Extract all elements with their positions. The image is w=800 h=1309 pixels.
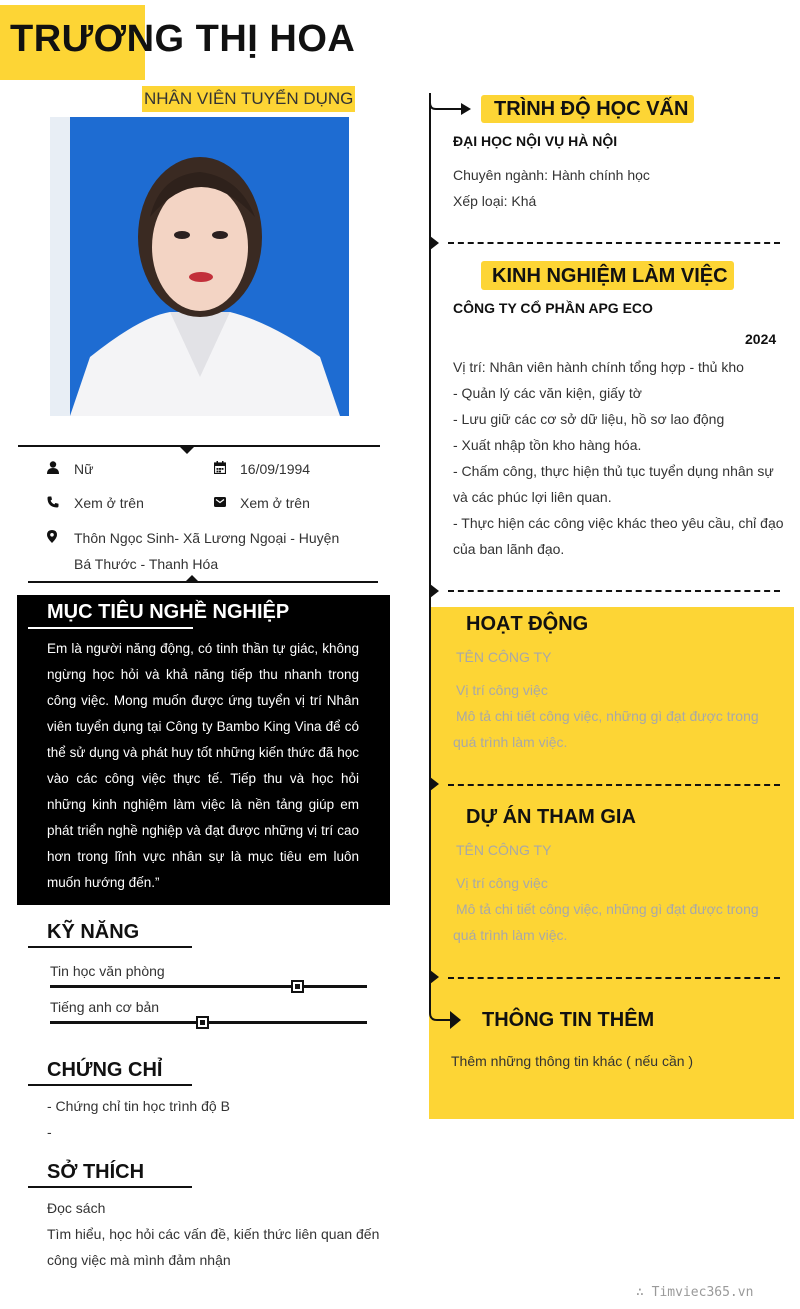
company-name: CÔNG TY CỔ PHẦN APG ECO	[453, 300, 653, 316]
address-line-2: Bá Thước - Thanh Hóa	[74, 556, 219, 572]
hobby-line-1: Đọc sách	[47, 1200, 106, 1216]
hobbies-title: SỞ THÍCH	[47, 1161, 145, 1183]
calendar-icon	[214, 461, 228, 475]
school-name: ĐẠI HỌC NỘI VỤ HÀ NỘI	[453, 133, 618, 149]
email-icon	[214, 495, 228, 509]
skill-label-2: Tiếng anh cơ bản	[50, 999, 160, 1015]
hobby-line-2: Tìm hiểu, học hỏi các vấn đề, kiến thức liên quan đến	[47, 1226, 380, 1242]
hobby-line-3: công việc mà mình đảm nhận	[47, 1252, 231, 1268]
location-pin-icon	[47, 530, 61, 544]
timeline-arrow-bottom	[429, 1003, 469, 1031]
experience-year: 2024	[745, 331, 777, 347]
certificates-title: CHỨNG CHỈ	[47, 1059, 163, 1081]
duty-1: - Quản lý các văn kiện, giấy tờ	[453, 385, 642, 401]
projects-desc-b: quá trình làm việc.	[453, 927, 568, 943]
skill-label-1: Tin học văn phòng	[50, 963, 165, 979]
user-icon	[47, 461, 61, 475]
activities-company: TÊN CÔNG TY	[456, 649, 552, 665]
profile-photo	[50, 117, 349, 416]
duty-4a: - Chấm công, thực hiện thủ tục tuyển dụng nhân sự	[453, 463, 774, 479]
experience-position: Vị trí: Nhân viên hành chính tổng hợp - thủ kho	[453, 359, 744, 375]
contact-top-rule	[18, 445, 380, 447]
objective-title: MỤC TIÊU NGHỀ NGHIỆP	[47, 601, 290, 623]
timeline-line	[429, 93, 431, 1013]
activities-desc-a: Mô tả chi tiết công việc, những gì đạt được trong	[456, 708, 759, 724]
skill-level-knob-1[interactable]	[291, 980, 304, 993]
timeline-marker-3	[430, 777, 439, 791]
duty-3: - Xuất nhập tồn kho hàng hóa.	[453, 437, 642, 453]
skills-title: KỸ NĂNG	[47, 921, 140, 943]
dashed-separator-2	[448, 590, 780, 592]
activities-desc-b: quá trình làm việc.	[453, 734, 568, 750]
education-title: TRÌNH ĐỘ HỌC VẤN	[494, 98, 689, 120]
timeline-marker-4	[430, 970, 439, 984]
duty-5b: của ban lãnh đạo.	[453, 541, 565, 557]
activities-position: Vị trí công việc	[456, 682, 548, 698]
duty-5a: - Thực hiện các công việc khác theo yêu cầu, chỉ đạo	[453, 515, 784, 531]
duty-2: - Lưu giữ các cơ sở dữ liệu, hồ sơ lao động	[453, 411, 725, 427]
watermark-text: Timviec365.vn	[651, 1285, 754, 1300]
projects-position: Vị trí công việc	[456, 875, 548, 891]
timeline-marker-2	[430, 584, 439, 598]
certificates-title-underline	[28, 1084, 192, 1086]
rule-pointer-down	[180, 447, 194, 454]
projects-desc-a: Mô tả chi tiết công việc, những gì đạt được trong	[456, 901, 759, 917]
skills-title-underline	[28, 946, 192, 948]
phone-icon	[47, 495, 61, 509]
extra-info-title: THÔNG TIN THÊM	[482, 1009, 655, 1031]
hobbies-title-underline	[28, 1186, 192, 1188]
contact-bottom-rule	[28, 581, 378, 583]
objective-text: Em là người năng động, có tinh thần tự giác, không ngừng học hỏi và khả năng tiếp thu nhanh trong công việc. Mong muốn được ứng tuyển vị trí Nhân viên tuyển dụng tại Công ty Bambo King Vina để có thể sử dụng và phát huy tốt những kiến thức đã học vào các công việc thực tế. Tiếp thu và học hỏi những kinh nghiệm làm việc là nền tảng giúp em phát triển nghề nghiệp và đạt được những vị trí cao hơn trong lĩnh vực nhân sự là mục tiêu em luôn muốn hướng đến.”	[47, 641, 359, 890]
birthday-value: 16/09/1994	[240, 461, 311, 477]
duty-4b: và các phúc lợi liên quan.	[453, 489, 612, 505]
experience-title: KINH NGHIỆM LÀM VIỆC	[492, 265, 728, 287]
candidate-name: TRƯƠNG THỊ HOA	[10, 18, 356, 60]
watermark	[636, 1285, 753, 1300]
watermark-icon: ∴	[636, 1285, 652, 1300]
job-title: NHÂN VIÊN TUYỂN DỤNG	[142, 86, 355, 112]
certificate-line-2: -	[47, 1124, 52, 1140]
major-text: Chuyên ngành: Hành chính học	[453, 167, 650, 183]
dashed-separator-1	[448, 242, 780, 244]
skill-level-knob-2[interactable]	[196, 1016, 209, 1029]
dashed-separator-3	[448, 784, 780, 786]
skill-track-1	[50, 985, 367, 988]
gender-value: Nữ	[74, 461, 94, 477]
phone-value: Xem ở trên	[74, 495, 144, 511]
timeline-marker-1	[430, 236, 439, 250]
objective-title-underline	[28, 627, 193, 629]
grade-text: Xếp loại: Khá	[453, 193, 537, 209]
projects-company: TÊN CÔNG TY	[456, 842, 552, 858]
extra-info-text: Thêm những thông tin khác ( nếu cần )	[451, 1053, 694, 1069]
activities-title: HOẠT ĐỘNG	[466, 613, 589, 635]
dashed-separator-4	[448, 977, 780, 979]
address-line-1: Thôn Ngọc Sinh- Xã Lương Ngoại - Huyện	[74, 530, 340, 546]
email-value: Xem ở trên	[240, 495, 310, 511]
timeline-arrow-top	[429, 93, 461, 111]
projects-title: DỰ ÁN THAM GIA	[466, 806, 636, 828]
certificate-line-1: - Chứng chỉ tin học trình độ B	[47, 1098, 230, 1114]
